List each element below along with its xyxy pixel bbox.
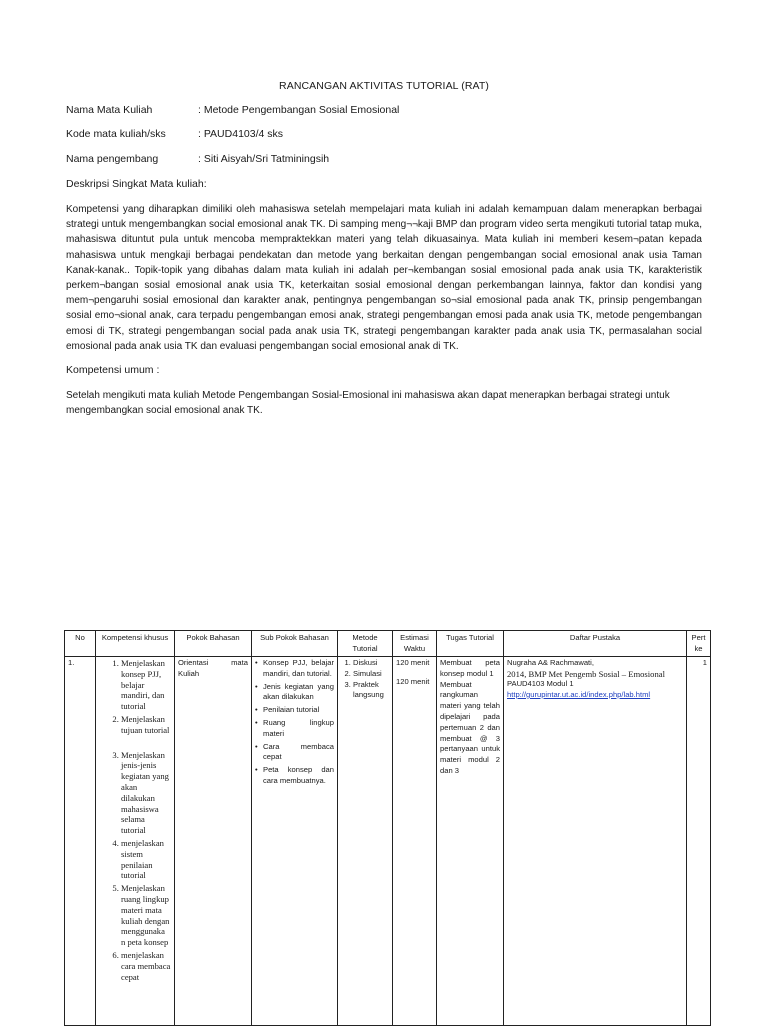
field-value: : PAUD4103/4 sks (198, 128, 284, 140)
kompetensi-item: 3. Menjelaskan jenis-jenis kegiatan yang akan dilakukan mahasiswa selama tutorial (121, 750, 171, 836)
cell-sub-pokok-bahasan (252, 657, 338, 1026)
sub-pokok-text: Konsep PJJ, belajar mandiri, dan tutorial. (263, 658, 334, 678)
kompetensi-item: 6. menjelaskan cara membaca cepat (121, 950, 171, 982)
bullet-icon: • (255, 717, 258, 727)
rat-table (64, 630, 711, 1026)
pustaka-link[interactable]: http://gurupintar.ut.ac.id/index.php/lab.html (507, 689, 651, 699)
bullet-icon: • (255, 765, 258, 775)
tugas-item: Membuat peta konsep modul 1 (440, 658, 500, 678)
cell-estimasi-waktu (393, 657, 437, 1026)
sub-pokok-text: Ruang lingkup materi (263, 717, 334, 738)
header-pokok-bahasan: Pokok Bahasan (175, 631, 252, 657)
field-nama-mata-kuliah (66, 104, 399, 116)
sub-pokok-item (255, 765, 334, 787)
header-no: No (65, 631, 96, 657)
estimasi-item: 120 menit (396, 676, 430, 686)
sub-pokok-item (255, 717, 334, 740)
cell-pokok-bahasan: Orientasi mata Kuliah (175, 657, 252, 1026)
header-kompetensi-khusus: Kompetensi khusus (96, 631, 175, 657)
kompetensi-item: 1. Menjelaskan konsep PJJ, belajar mandiri, dan tutorial (121, 658, 171, 712)
header-daftar-pustaka: Daftar Pustaka (504, 631, 687, 657)
sub-pokok-item (255, 681, 334, 704)
kompetensi-umum-paragraph: Setelah mengikuti mata kuliah Metode Pengembangan Sosial-Emosional ini mahasiswa akan dapat menerapkan berbagai strategi untuk mengembangkan social emosional anak TK. (66, 390, 670, 417)
field-label: Kode mata kuliah/sks (66, 128, 166, 140)
bullet-icon: • (255, 658, 258, 667)
pustaka-title: 2014, BMP Met Pengemb Sosial – Emosional (507, 668, 665, 679)
sub-pokok-text: Jenis kegiatan yang akan dilakukan (263, 681, 334, 702)
header-tugas-tutorial: Tugas Tutorial (437, 631, 504, 657)
sub-pokok-item (255, 705, 334, 716)
estimasi-item: 120 menit (396, 658, 430, 667)
bullet-icon: • (255, 705, 258, 715)
bullet-icon: • (255, 741, 258, 751)
header-estimasi-waktu: Estimasi Waktu (393, 631, 437, 657)
pustaka-modul: PAUD4103 Modul 1 (507, 679, 574, 688)
tugas-item: Membuat rangkuman materi yang telah dipelajari pada pertemuan 2 dan membuat @ 3 pertanyaan untuk materi modul 2 dan 3 (440, 679, 500, 775)
pustaka-author: Nugraha A& Rachmawati, (507, 658, 594, 667)
cell-no: 1. (65, 657, 96, 1026)
field-value: : Siti Aisyah/Sri Tatminingsih (198, 153, 330, 165)
field-kode-mata-kuliah (66, 128, 283, 140)
header-sub-pokok-bahasan: Sub Pokok Bahasan (252, 631, 338, 657)
field-value: : Metode Pengembangan Sosial Emosional (198, 104, 400, 116)
field-label: Nama Mata Kuliah (66, 104, 153, 116)
sub-pokok-text: Penilaian tutorial (263, 705, 320, 715)
sub-pokok-item (255, 658, 334, 680)
table-row (65, 657, 711, 1026)
deskripsi-label: Deskripsi Singkat Mata kuliah: (66, 178, 207, 190)
field-nama-pengembang (66, 153, 329, 165)
cell-daftar-pustaka (504, 657, 687, 1026)
sub-pokok-item (255, 741, 334, 764)
cell-pert-ke: 1 (687, 657, 711, 1026)
metode-item: 1. Diskusi (353, 658, 389, 669)
field-label: Nama pengembang (66, 153, 159, 165)
table-header-row (65, 631, 711, 657)
kompetensi-item: 5. Menjelaskan ruang lingkup materi mata kuliah dengan menggunaka n peta konsep (121, 883, 171, 948)
kompetensi-item: 2. Menjelaskan tujuan tutorial (121, 714, 171, 736)
deskripsi-paragraph: Kompetensi yang diharapkan dimiliki oleh mahasiswa setelah mempelajari mata kuliah ini adalah kemampuan dalam menerapkan berbagai strategi untuk mengembangkan social emosional anak TK. Di samping meng¬¬kaji BMP dan program video serta mengikuti tutorial tatap muka, mahasiswa dituntut pula untuk mencoba mempraktekkan materi yang telah dikuasainya. Mata kuliah ini memberi kesem¬patan kepada mahasiswa untuk mengkaji berbagai pendekatan dan metode yang berkaitan dengan pengembangan social emosional anak usia Taman Kanak-kanak.. Topik-topik yang dibahas dalam mata kuliah ini adalah per¬kembangan sosial emosional pada anak usia TK, karakteristik perkem¬bangan sosial emosional anak usia TK, keterkaitan sosial emosional dengan perkembangan lainnya, faktor dan kondisi yang mem¬pengaruhi sosial emosional dan karakter anak, pentingnya pengembangan so¬sial emosional pada anak TK, prinsip pengembangan sosial emo¬sional anak, cara terpadu pengembangan emosi anak, strategi pengembangan emosi pada anak usia TK, metode pengembangan emosi di TK, strategi pengembangan social pada anak usia TK, strategi pengembangan karakter pada anak usia TK, permasalahan social emosional pada anak usia TK dan evaluasi pengembangan social emosional anak di TK. (66, 204, 702, 352)
bullet-icon: • (255, 681, 258, 691)
cell-kompetensi-khusus (96, 657, 175, 1026)
metode-item: 2. Simulasi (353, 669, 389, 680)
cell-metode-tutorial (338, 657, 393, 1026)
kompetensi-umum-label: Kompetensi umum : (66, 364, 160, 376)
sub-pokok-text: Peta konsep dan cara membuatnya. (263, 765, 334, 785)
sub-pokok-text: Cara membaca cepat (263, 741, 334, 762)
header-pert-ke: Pert ke (687, 631, 711, 657)
document-title: RANCANGAN AKTIVITAS TUTORIAL (RAT) (279, 80, 489, 92)
kompetensi-item: 4. menjelaskan sistem penilaian tutorial (121, 838, 171, 881)
cell-tugas-tutorial (437, 657, 504, 1026)
header-metode-tutorial: Metode Tutorial (338, 631, 393, 657)
metode-item: 3. Praktek langsung (353, 680, 389, 702)
